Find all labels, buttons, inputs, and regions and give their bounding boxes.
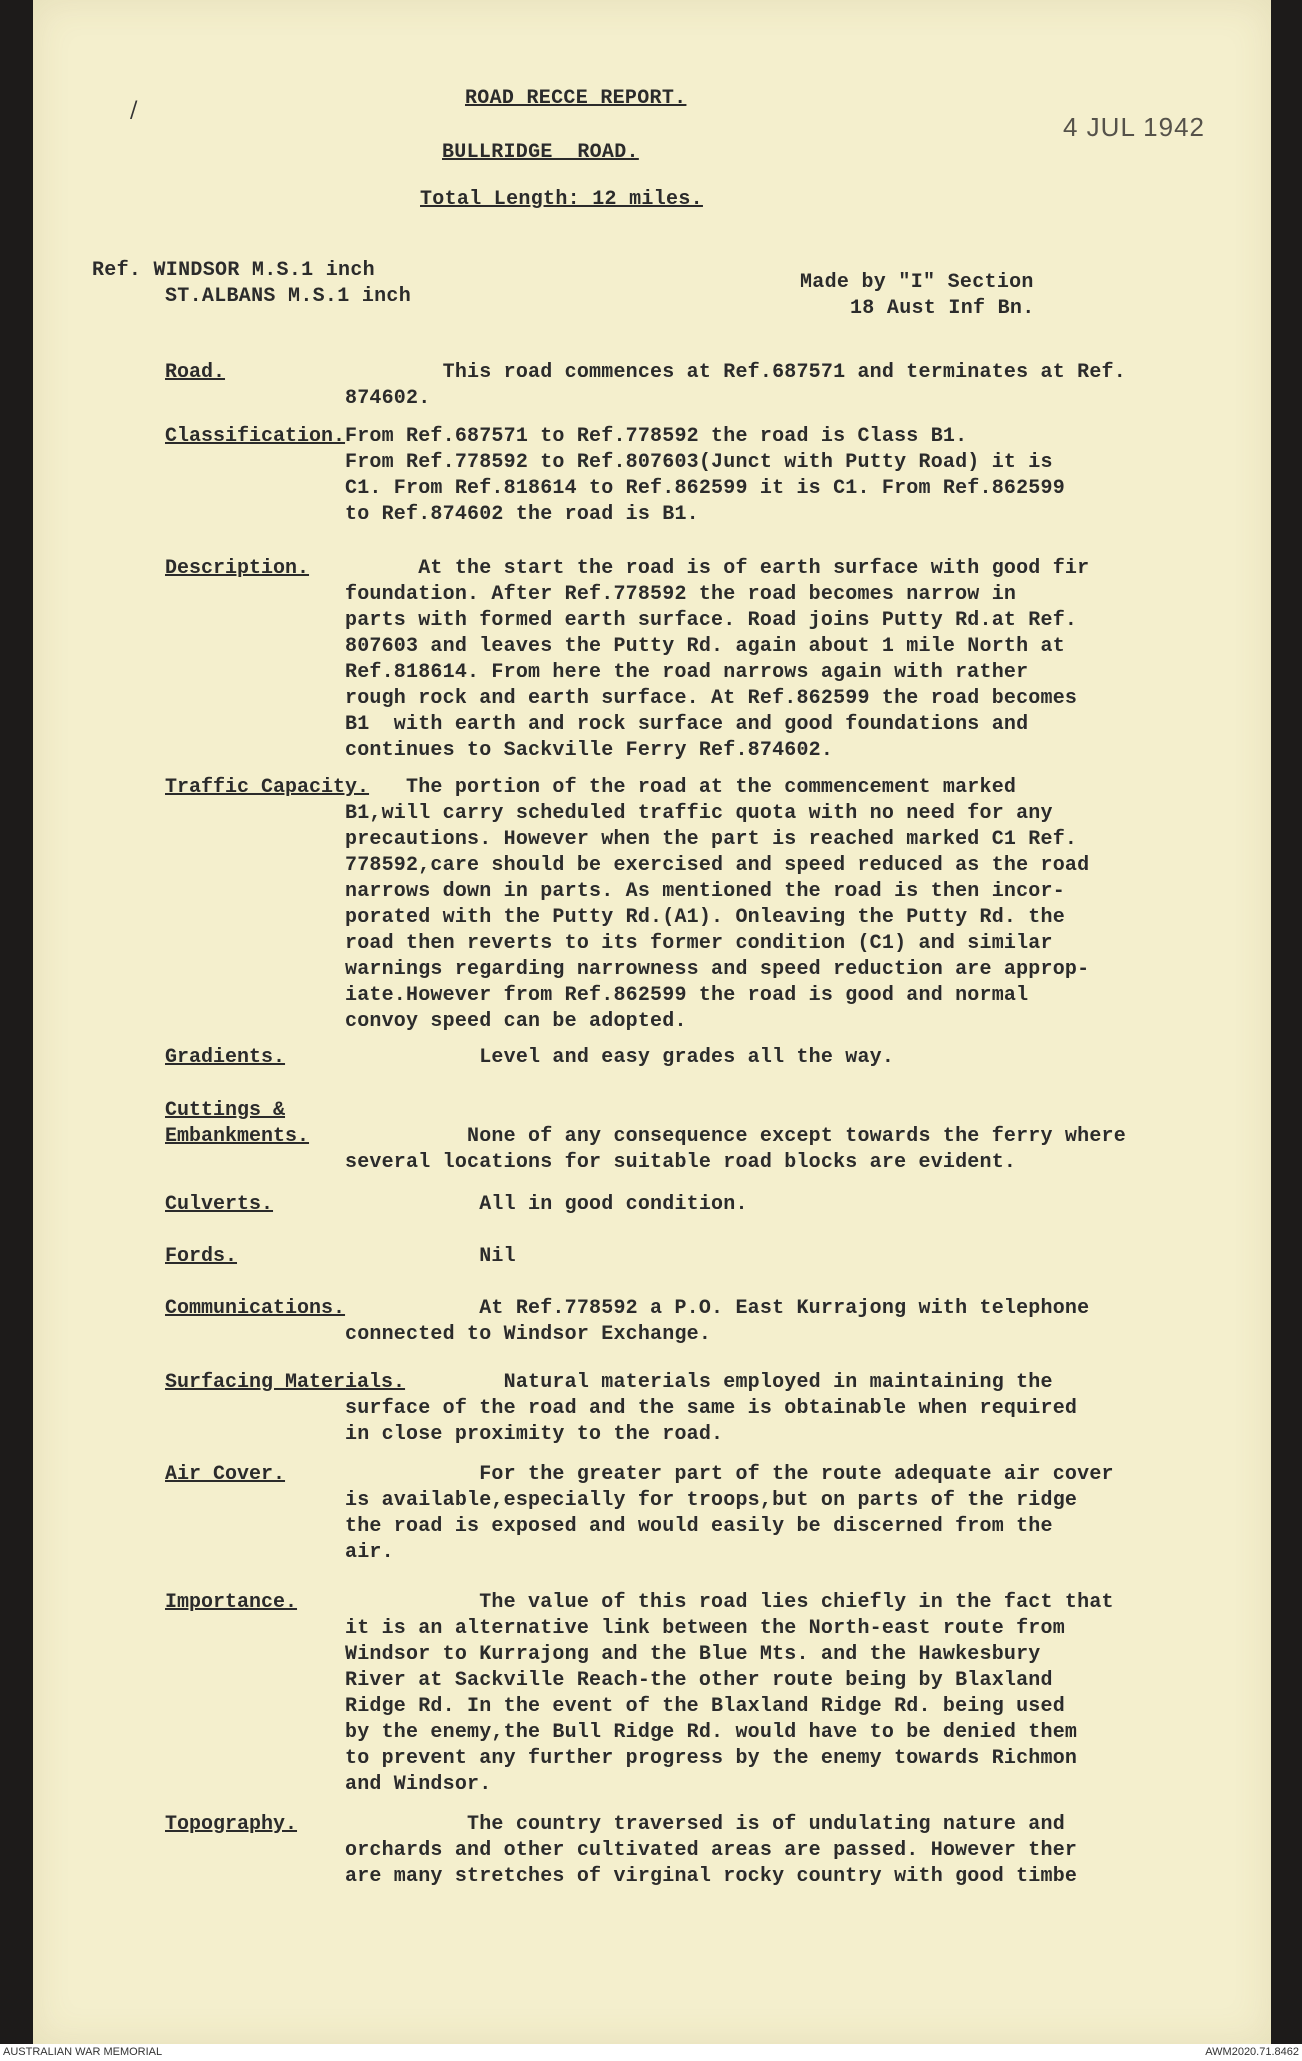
section-heading: Fords.	[165, 1245, 238, 1268]
section-line: At the start the road is of earth surface with good fir	[345, 557, 1090, 580]
section-heading: Communications.	[165, 1297, 346, 1320]
section-line: 778592,care should be exercised and speed reduced as the road	[345, 854, 1090, 877]
made-by-line-1: Made by "I" Section	[800, 271, 1034, 294]
section-heading: Description.	[165, 557, 310, 580]
section-line: The portion of the road at the commencement marked	[345, 776, 1017, 799]
section-line: precautions. However when the part is reached marked C1 Ref.	[345, 828, 1078, 851]
road-name: BULLRIDGE ROAD.	[442, 141, 639, 164]
section-line: iate.However from Ref.862599 the road is good and normal	[345, 984, 1029, 1007]
section-line: and Windsor.	[345, 1773, 492, 1796]
section-line: is available,especially for troops,but on parts of the ridge	[345, 1489, 1078, 1512]
section-line: parts with formed earth surface. Road joins Putty Rd.at Ref.	[345, 609, 1078, 632]
section-line: None of any consequence except towards the ferry where	[345, 1125, 1126, 1148]
section-line: At Ref.778592 a P.O. East Kurrajong with telephone	[345, 1297, 1090, 1320]
section-line: connected to Windsor Exchange.	[345, 1323, 712, 1346]
section-heading: Topography.	[165, 1813, 298, 1836]
section-heading: Road.	[165, 361, 226, 384]
section-line: foundation. After Ref.778592 the road becomes narrow in	[345, 583, 1017, 606]
section-line: For the greater part of the route adequate air cover	[345, 1463, 1114, 1486]
section-line: All in good condition.	[345, 1193, 748, 1216]
total-length: Total Length: 12 miles.	[420, 188, 703, 211]
section-line: orchards and other cultivated areas are passed. However ther	[345, 1839, 1078, 1862]
section-line: to Ref.874602 the road is B1.	[345, 503, 699, 526]
section-line: it is an alternative link between the North-east route from	[345, 1617, 1065, 1640]
section-heading: Importance.	[165, 1591, 298, 1614]
section-line: The country traversed is of undulating nature and	[345, 1813, 1065, 1836]
date-stamp: 4 JUL 1942	[1063, 112, 1206, 142]
section-line: Ridge Rd. In the event of the Blaxland Ridge Rd. being used	[345, 1695, 1065, 1718]
section-line: This road commences at Ref.687571 and terminates at Ref.	[345, 361, 1126, 384]
section-line: in close proximity to the road.	[345, 1423, 724, 1446]
section-line: surface of the road and the same is obtainable when required	[345, 1397, 1078, 1420]
section-line: Ref.818614. From here the road narrows again with rather	[345, 661, 1029, 684]
section-line: Natural materials employed in maintaining the	[345, 1371, 1053, 1394]
ref-line-1: Ref. WINDSOR M.S.1 inch	[92, 259, 375, 282]
section-line: River at Sackville Reach-the other route being by Blaxland	[345, 1669, 1053, 1692]
section-line: convoy speed can be adopted.	[345, 1010, 687, 1033]
section-heading: Classification.	[165, 425, 346, 448]
section-line: continues to Sackville Ferry Ref.874602.	[345, 739, 834, 762]
section-line: Nil	[345, 1245, 516, 1268]
section-line: From Ref.778592 to Ref.807603(Junct with Putty Road) it is	[345, 451, 1053, 474]
section-line: From Ref.687571 to Ref.778592 the road is Class B1.	[345, 425, 968, 448]
section-line: several locations for suitable road blocks are evident.	[345, 1151, 1017, 1174]
ref-line-2: ST.ALBANS M.S.1 inch	[165, 285, 412, 308]
section-heading: Surfacing Materials.	[165, 1371, 406, 1394]
section-line: porated with the Putty Rd.(A1). Onleaving the Putty Rd. the	[345, 906, 1065, 929]
section-line: the road is exposed and would easily be discerned from the	[345, 1515, 1053, 1538]
section-line: B1,will carry scheduled traffic quota with no need for any	[345, 802, 1053, 825]
section-heading: Traffic Capacity.	[165, 776, 370, 799]
section-line: Windsor to Kurrajong and the Blue Mts. and the Hawkesbury	[345, 1643, 1041, 1666]
section-line: rough rock and earth surface. At Ref.862599 the road becomes	[345, 687, 1078, 710]
footer	[0, 2044, 1302, 2061]
section-heading: Air Cover.	[165, 1463, 286, 1486]
made-by-line-2: 18 Aust Inf Bn.	[850, 297, 1035, 320]
section-line: by the enemy,the Bull Ridge Rd. would have to be denied them	[345, 1721, 1078, 1744]
section-heading: Cuttings & Embankments.	[165, 1099, 310, 1148]
section-line: air.	[345, 1541, 394, 1564]
section-line: 807603 and leaves the Putty Rd. again about 1 mile North at	[345, 635, 1065, 658]
section-line: The value of this road lies chiefly in the fact that	[345, 1591, 1114, 1614]
section-line: warnings regarding narrowness and speed reduction are approp-	[345, 958, 1090, 981]
section-line: C1. From Ref.818614 to Ref.862599 it is C1. From Ref.862599	[345, 477, 1065, 500]
section-line: to prevent any further progress by the enemy towards Richmon	[345, 1747, 1078, 1770]
report-title: ROAD RECCE REPORT.	[465, 87, 687, 110]
section-line: are many stretches of virginal rocky country with good timbe	[345, 1865, 1078, 1888]
section-line: road then reverts to its former condition (C1) and similar	[345, 932, 1053, 955]
section-line: B1 with earth and rock surface and good foundations and	[345, 713, 1029, 736]
section-line: Level and easy grades all the way.	[345, 1046, 895, 1069]
section-line: narrows down in parts. As mentioned the road is then incor-	[345, 880, 1065, 903]
margin-mark: /	[130, 98, 138, 123]
footer-source: AUSTRALIAN WAR MEMORIAL	[3, 2046, 163, 2058]
section-line: 874602.	[345, 387, 431, 410]
section-heading: Gradients.	[165, 1046, 286, 1069]
footer-accession: AWM2020.71.8462	[1205, 2046, 1299, 2058]
section-heading: Culverts.	[165, 1193, 274, 1216]
